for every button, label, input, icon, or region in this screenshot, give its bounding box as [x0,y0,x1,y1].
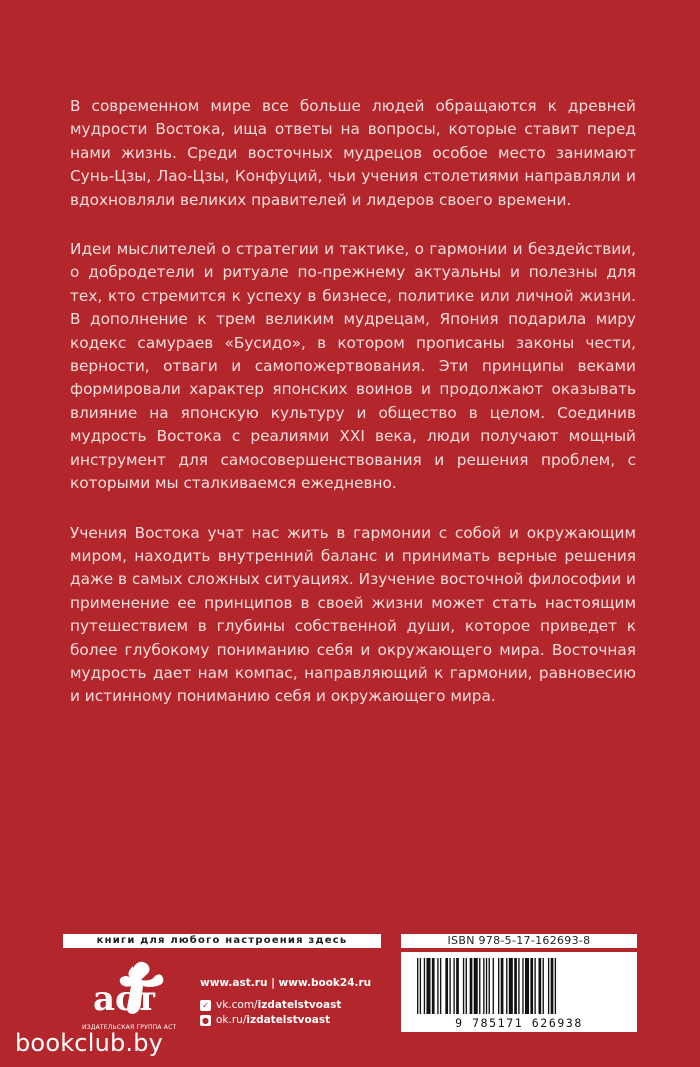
back-cover-text [70,95,636,709]
vk-icon: ✓ [200,1000,211,1011]
watermark: bookclub.by [15,1029,164,1057]
barcode-digits: 9 785171 626938 [455,1016,583,1030]
barcode [401,952,637,1032]
websites: www.ast.ru | www.book24.ru [200,977,372,989]
contact-links [200,976,371,1027]
paragraph-1: В современном мире все больше людей обращаются к древней мудрости Востока, ища ответы на вопросы, которые ставит перед нами жизнь. Среди восточных мудрецов особое место занимают Сунь-Цзы, Лао-Цзы, Конфуций, чьи учения столетиями направляли и вдохновляли великих правителей и лидеров своего времени. [70,97,636,209]
vk-link: ✓ vk.com/ izdatelstvoast [200,999,371,1012]
ok-icon: ● [200,1015,211,1026]
publisher-caption: ИЗДАТЕЛЬСКАЯ ГРУППА АСТ [82,1024,177,1031]
paragraph-3: Учения Востока учат нас жить в гармонии с собой и окружающим миром, находить внутренний баланс и принимать верные решения даже в самых сложных ситуациях. Изучение восточной философии и применение ее принципов в своей жизни может стать настоящим путешествием в глубины собственной души, которое приведет к более глубокому пониманию себя и окружающего мира. Восточная мудрость дает нам компас, направляющий к гармонии, равновесию и истинному пониманию себя и окружающего мира. [70,523,636,706]
logo-text: аст [93,979,157,1019]
barcode-icon [417,958,621,1014]
ok-link: ● ok.ru/ izdatelstvoast [202,1014,331,1026]
tagline: книги для любого настроения здесь [63,934,381,948]
isbn-text: ISBN 978-5-17-162693-8 [401,934,637,948]
ast-logo-icon [63,958,183,1028]
paragraph-2: Идеи мыслителей о стратегии и тактике, о гармонии и бездействии, о добродетели и ритуале по-прежнему актуальны и полезны для тех, кто стремится к успеху в бизнесе, политике или личной жизни. В дополнение к трем великим мудрецам, Япония подарила миру кодекс самураев «Бусидо», в котором прописаны законы чести, верности, отваги и самопожертвования. Эти принципы веками формировали характер японских воинов и продолжают оказывать влияние на японскую культуру и общество в целом. Соединив мудрость Востока с реалиями XXI века, люди получают мощный инструмент для самосовершенствования и решения проблем, с которыми мы сталкиваемся ежедневно. [70,240,636,493]
